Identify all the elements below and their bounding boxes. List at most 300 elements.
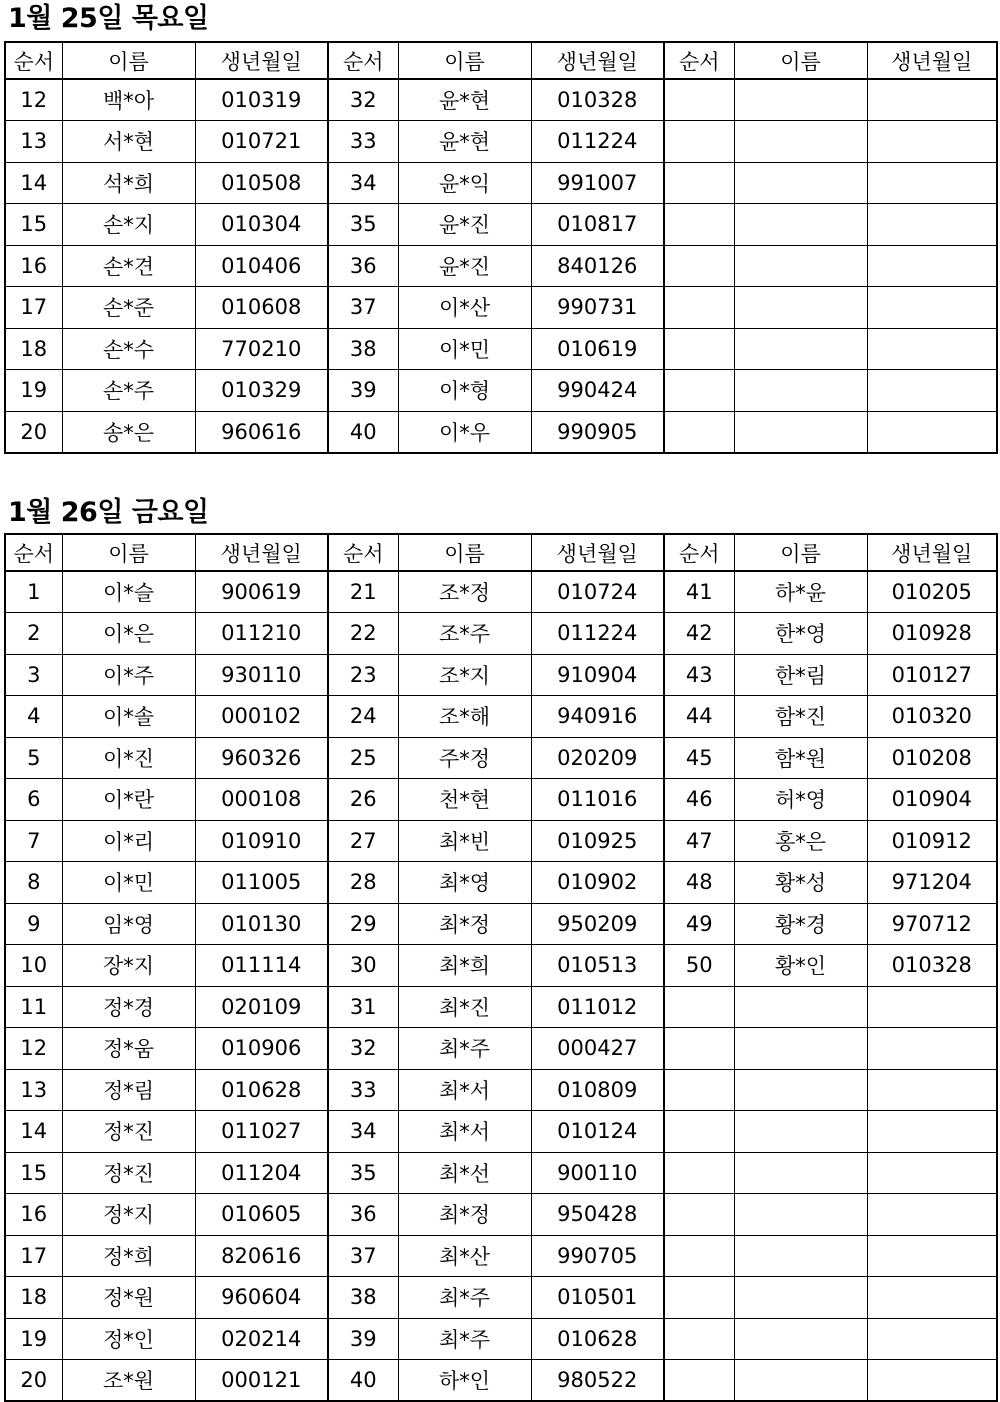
order-cell: 32 [328,1028,398,1070]
name-cell: 최*정 [398,1194,531,1236]
name-cell: 한*림 [734,654,867,696]
name-cell: 이*형 [398,370,531,412]
birthdate-cell: 970712 [867,903,997,945]
order-cell: 38 [328,328,398,370]
birthdate-cell [867,1194,997,1236]
birthdate-cell [867,204,997,246]
birthdate-cell [867,79,997,121]
table-row [5,121,997,163]
name-cell: 이*솔 [62,696,195,738]
order-cell: 28 [328,862,398,904]
name-cell: 황*인 [734,945,867,987]
order-cell: 40 [328,411,398,453]
name-cell [734,1277,867,1319]
name-cell: 황*성 [734,862,867,904]
order-cell [664,162,734,204]
order-cell [664,1318,734,1360]
table-row [5,1194,997,1236]
name-cell: 손*지 [62,204,195,246]
birthdate-cell: 020109 [195,986,328,1028]
name-cell: 최*주 [398,1318,531,1360]
name-cell: 최*선 [398,1152,531,1194]
birthdate-cell: 010127 [867,654,997,696]
order-cell: 36 [328,1194,398,1236]
birthdate-cell: 000108 [195,779,328,821]
order-cell: 34 [328,162,398,204]
name-cell [734,1069,867,1111]
name-cell: 정*움 [62,1028,195,1070]
table-row [5,571,997,613]
birthdate-cell: 971204 [867,862,997,904]
table-row [5,862,997,904]
name-cell: 최*주 [398,1028,531,1070]
table-row [5,79,997,121]
order-cell: 20 [5,411,62,453]
order-cell: 19 [5,1318,62,1360]
birthdate-header: 생년월일 [531,534,664,571]
birthdate-cell [867,986,997,1028]
order-cell: 46 [664,779,734,821]
birthdate-cell: 991007 [531,162,664,204]
table-row [5,779,997,821]
roster-table-jan25 [4,41,998,454]
name-cell: 장*지 [62,945,195,987]
name-cell [734,986,867,1028]
birthdate-cell: 010817 [531,204,664,246]
name-cell [734,79,867,121]
birthdate-cell: 010319 [195,79,328,121]
birthdate-cell [867,1069,997,1111]
birthdate-cell: 010906 [195,1028,328,1070]
birthdate-cell: 010904 [867,779,997,821]
name-cell: 석*희 [62,162,195,204]
birthdate-cell: 960326 [195,737,328,779]
birthdate-cell: 990731 [531,287,664,329]
name-header: 이름 [734,534,867,571]
birthdate-cell [867,1111,997,1153]
name-cell: 조*정 [398,571,531,613]
name-cell [734,1111,867,1153]
table-row [5,287,997,329]
name-cell: 이*산 [398,287,531,329]
order-cell: 50 [664,945,734,987]
name-cell: 손*주 [62,370,195,412]
name-cell: 윤*현 [398,79,531,121]
name-cell: 최*서 [398,1111,531,1153]
name-cell: 최*서 [398,1069,531,1111]
name-cell: 정*지 [62,1194,195,1236]
birthdate-cell: 010910 [195,820,328,862]
order-cell: 27 [328,820,398,862]
birthdate-cell: 000427 [531,1028,664,1070]
birthdate-cell: 000102 [195,696,328,738]
order-cell: 44 [664,696,734,738]
table-row [5,1277,997,1319]
order-cell: 15 [5,204,62,246]
birthdate-cell: 010130 [195,903,328,945]
birthdate-cell: 990424 [531,370,664,412]
order-cell [664,204,734,246]
birthdate-cell [867,162,997,204]
name-cell: 조*해 [398,696,531,738]
birthdate-cell [867,1028,997,1070]
birthdate-cell: 950428 [531,1194,664,1236]
birthdate-cell [867,1277,997,1319]
order-cell: 42 [664,613,734,655]
table-row [5,737,997,779]
birthdate-cell: 011005 [195,862,328,904]
birthdate-cell: 010205 [867,571,997,613]
order-cell: 24 [328,696,398,738]
name-cell: 최*빈 [398,820,531,862]
table-row [5,1360,997,1402]
order-cell [664,986,734,1028]
birthdate-cell: 910904 [531,654,664,696]
name-cell: 송*은 [62,411,195,453]
name-cell [734,1235,867,1277]
order-cell: 32 [328,79,398,121]
table-row [5,1069,997,1111]
birthdate-cell: 000121 [195,1360,328,1402]
name-cell: 함*진 [734,696,867,738]
name-cell: 하*윤 [734,571,867,613]
order-cell: 23 [328,654,398,696]
order-cell: 20 [5,1360,62,1402]
name-cell: 한*영 [734,613,867,655]
birthdate-cell: 900619 [195,571,328,613]
name-cell: 정*진 [62,1111,195,1153]
order-cell [664,370,734,412]
name-cell: 허*영 [734,779,867,821]
order-cell: 21 [328,571,398,613]
order-cell: 48 [664,862,734,904]
birthdate-cell [867,370,997,412]
birthdate-cell: 010328 [867,945,997,987]
table-row [5,820,997,862]
birthdate-cell: 940916 [531,696,664,738]
birthdate-cell: 980522 [531,1360,664,1402]
name-cell [734,204,867,246]
birthdate-cell: 011114 [195,945,328,987]
name-cell: 최*진 [398,986,531,1028]
name-cell: 최*정 [398,903,531,945]
birthdate-cell: 960616 [195,411,328,453]
table-row [5,1235,997,1277]
birthdate-header: 생년월일 [195,42,328,79]
name-header: 이름 [734,42,867,79]
order-cell: 39 [328,370,398,412]
order-cell: 18 [5,1277,62,1319]
order-cell [664,1360,734,1402]
birthdate-header: 생년월일 [867,42,997,79]
order-cell: 15 [5,1152,62,1194]
order-cell: 34 [328,1111,398,1153]
birthdate-cell: 011016 [531,779,664,821]
order-cell: 49 [664,903,734,945]
name-cell: 손*견 [62,245,195,287]
birthdate-cell: 010619 [531,328,664,370]
name-cell [734,245,867,287]
birthdate-cell [867,1152,997,1194]
birthdate-cell [867,328,997,370]
order-header: 순서 [5,42,62,79]
name-cell: 최*영 [398,862,531,904]
name-header: 이름 [398,534,531,571]
order-cell: 40 [328,1360,398,1402]
order-cell: 7 [5,820,62,862]
order-cell: 33 [328,1069,398,1111]
birthdate-cell: 010513 [531,945,664,987]
birthdate-cell: 770210 [195,328,328,370]
name-cell: 임*영 [62,903,195,945]
birthdate-header: 생년월일 [195,534,328,571]
order-cell: 4 [5,696,62,738]
name-cell: 손*수 [62,328,195,370]
order-cell [664,1277,734,1319]
table-row [5,1152,997,1194]
birthdate-cell: 990705 [531,1235,664,1277]
order-cell: 45 [664,737,734,779]
birthdate-cell: 820616 [195,1235,328,1277]
birthdate-cell: 840126 [531,245,664,287]
birthdate-cell: 010608 [195,287,328,329]
table-row [5,370,997,412]
order-cell: 17 [5,287,62,329]
order-cell: 36 [328,245,398,287]
name-cell: 이*민 [398,328,531,370]
name-cell: 이*민 [62,862,195,904]
header-row [5,534,997,571]
name-cell [734,1360,867,1402]
name-cell: 최*희 [398,945,531,987]
order-cell [664,287,734,329]
order-cell: 17 [5,1235,62,1277]
name-cell [734,1318,867,1360]
name-cell: 이*우 [398,411,531,453]
order-cell: 14 [5,162,62,204]
birthdate-cell: 990905 [531,411,664,453]
birthdate-cell: 010925 [531,820,664,862]
order-cell: 13 [5,1069,62,1111]
birthdate-cell [867,121,997,163]
birthdate-cell: 010724 [531,571,664,613]
birthdate-cell: 010501 [531,1277,664,1319]
name-header: 이름 [62,534,195,571]
name-cell: 서*현 [62,121,195,163]
birthdate-cell: 020214 [195,1318,328,1360]
name-cell: 백*아 [62,79,195,121]
name-cell: 조*주 [398,613,531,655]
header-row [5,42,997,79]
birthdate-header: 생년월일 [531,42,664,79]
birthdate-cell: 010328 [531,79,664,121]
name-header: 이름 [398,42,531,79]
order-cell: 37 [328,287,398,329]
table-row [5,162,997,204]
name-cell [734,1194,867,1236]
order-cell: 37 [328,1235,398,1277]
name-cell: 이*란 [62,779,195,821]
order-cell: 12 [5,79,62,121]
name-cell [734,1028,867,1070]
order-cell: 1 [5,571,62,613]
name-cell: 윤*진 [398,204,531,246]
order-cell [664,1194,734,1236]
section-title-jan25: 1월 25일 목요일 [8,3,209,34]
name-cell: 정*원 [62,1277,195,1319]
birthdate-cell [867,245,997,287]
name-cell [734,162,867,204]
order-cell: 35 [328,204,398,246]
order-cell: 29 [328,903,398,945]
order-cell: 13 [5,121,62,163]
name-cell: 윤*현 [398,121,531,163]
name-cell: 이*슬 [62,571,195,613]
birthdate-cell [867,1318,997,1360]
name-cell: 정*인 [62,1318,195,1360]
name-cell [734,328,867,370]
birthdate-cell: 011210 [195,613,328,655]
order-cell: 11 [5,986,62,1028]
birthdate-cell: 900110 [531,1152,664,1194]
birthdate-cell: 950209 [531,903,664,945]
name-cell: 정*희 [62,1235,195,1277]
order-cell [664,328,734,370]
table-row [5,1111,997,1153]
birthdate-cell: 010508 [195,162,328,204]
order-cell: 31 [328,986,398,1028]
order-cell: 25 [328,737,398,779]
birthdate-cell: 020209 [531,737,664,779]
birthdate-cell: 011012 [531,986,664,1028]
birthdate-cell [867,287,997,329]
birthdate-cell: 010124 [531,1111,664,1153]
name-cell: 윤*진 [398,245,531,287]
birthdate-cell: 011027 [195,1111,328,1153]
table-row [5,613,997,655]
birthdate-header: 생년월일 [867,534,997,571]
name-header: 이름 [62,42,195,79]
table-row [5,1028,997,1070]
birthdate-cell: 010912 [867,820,997,862]
name-cell: 이*은 [62,613,195,655]
order-header: 순서 [5,534,62,571]
order-cell [664,1028,734,1070]
birthdate-cell: 930110 [195,654,328,696]
birthdate-cell: 011224 [531,613,664,655]
table-row [5,945,997,987]
order-cell: 16 [5,245,62,287]
order-header: 순서 [664,534,734,571]
name-cell: 함*원 [734,737,867,779]
birthdate-cell: 010628 [531,1318,664,1360]
order-cell: 19 [5,370,62,412]
order-cell: 10 [5,945,62,987]
table-row [5,204,997,246]
name-cell: 천*현 [398,779,531,821]
birthdate-cell: 010928 [867,613,997,655]
order-cell [664,1235,734,1277]
table-row [5,328,997,370]
table-row [5,696,997,738]
table-row [5,411,997,453]
order-cell: 9 [5,903,62,945]
name-cell: 이*진 [62,737,195,779]
order-cell: 14 [5,1111,62,1153]
order-cell: 26 [328,779,398,821]
order-header: 순서 [328,534,398,571]
name-cell [734,411,867,453]
birthdate-cell: 010304 [195,204,328,246]
birthdate-cell: 010721 [195,121,328,163]
birthdate-cell [867,1235,997,1277]
order-cell: 41 [664,571,734,613]
order-cell: 30 [328,945,398,987]
order-cell: 6 [5,779,62,821]
birthdate-cell: 010628 [195,1069,328,1111]
order-cell: 39 [328,1318,398,1360]
order-cell [664,411,734,453]
order-cell: 2 [5,613,62,655]
table-row [5,986,997,1028]
birthdate-cell: 010329 [195,370,328,412]
birthdate-cell: 010406 [195,245,328,287]
order-cell: 3 [5,654,62,696]
birthdate-cell: 010809 [531,1069,664,1111]
order-cell [664,1069,734,1111]
name-cell [734,1152,867,1194]
order-cell [664,245,734,287]
table-row [5,654,997,696]
birthdate-cell: 010208 [867,737,997,779]
order-cell: 18 [5,328,62,370]
name-cell: 조*원 [62,1360,195,1402]
name-cell: 정*림 [62,1069,195,1111]
order-cell: 47 [664,820,734,862]
name-cell: 최*산 [398,1235,531,1277]
order-cell: 5 [5,737,62,779]
birthdate-cell [867,411,997,453]
order-header: 순서 [328,42,398,79]
birthdate-cell [867,1360,997,1402]
order-cell: 8 [5,862,62,904]
birthdate-cell: 010605 [195,1194,328,1236]
name-cell [734,287,867,329]
birthdate-cell: 011204 [195,1152,328,1194]
order-header: 순서 [664,42,734,79]
order-cell: 43 [664,654,734,696]
name-cell [734,121,867,163]
section-title-jan26: 1월 26일 금요일 [8,497,209,528]
name-cell: 황*경 [734,903,867,945]
name-cell: 이*리 [62,820,195,862]
name-cell: 홍*은 [734,820,867,862]
order-cell: 22 [328,613,398,655]
table-row [5,1318,997,1360]
order-cell: 35 [328,1152,398,1194]
name-cell: 하*인 [398,1360,531,1402]
name-cell: 주*정 [398,737,531,779]
name-cell: 정*진 [62,1152,195,1194]
roster-table-jan26 [4,533,998,1402]
order-cell: 33 [328,121,398,163]
order-cell [664,79,734,121]
table-row [5,903,997,945]
order-cell: 16 [5,1194,62,1236]
birthdate-cell: 010902 [531,862,664,904]
birthdate-cell: 011224 [531,121,664,163]
order-cell: 38 [328,1277,398,1319]
